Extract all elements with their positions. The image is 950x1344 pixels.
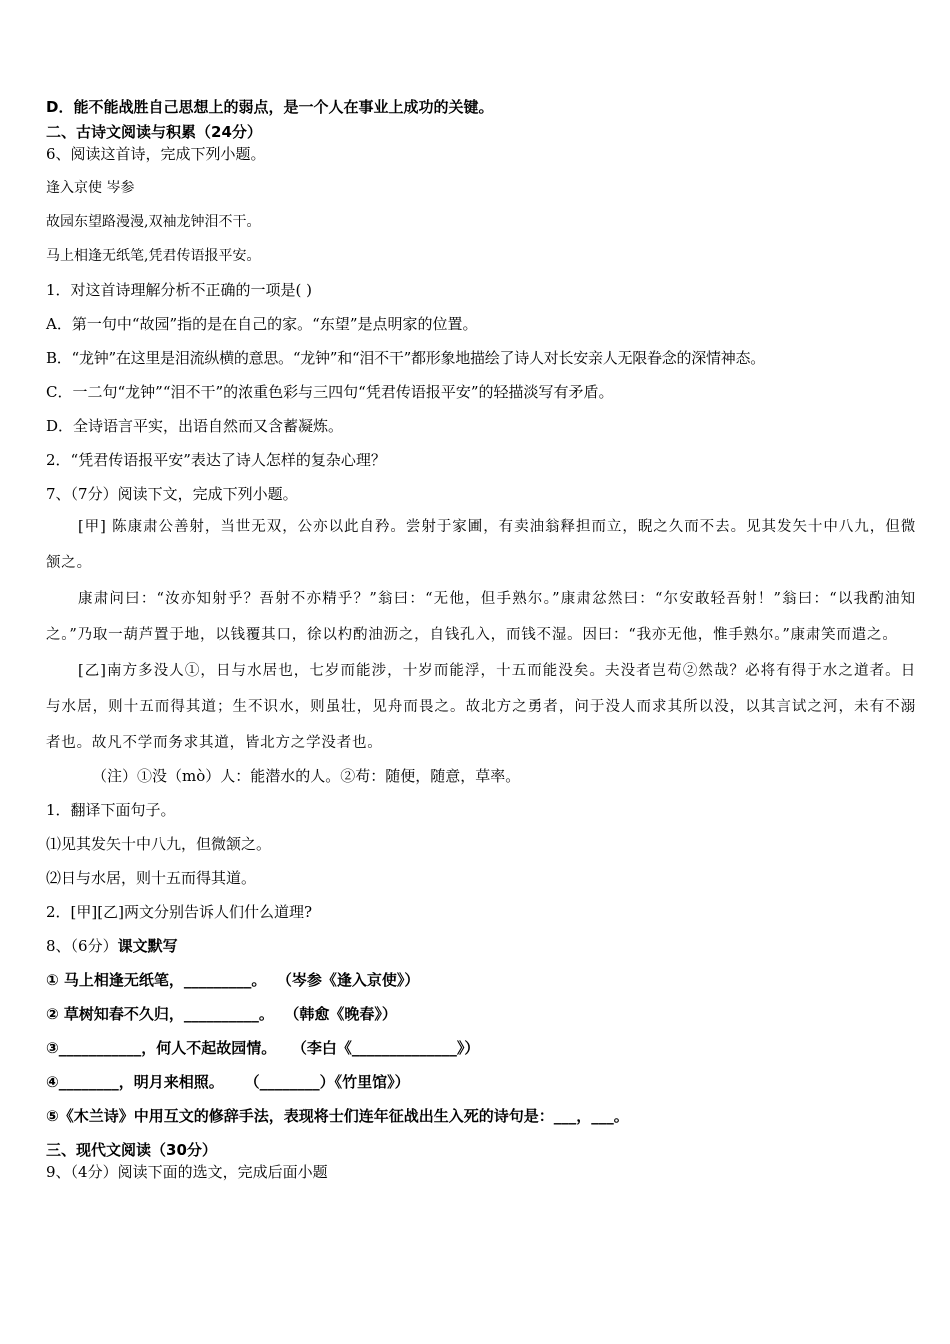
q8-title: 课文默写 xyxy=(117,937,178,955)
q8-heading xyxy=(46,935,916,957)
q5-option-d: D．能不能战胜自己思想上的弱点，是一个人在事业上成功的关键。 xyxy=(46,98,494,116)
q8-item-4: ④________，明月来相照。 （________）《竹里馆》） xyxy=(46,1073,410,1091)
q6-1-option-c: C．一二句“龙钟”“泪不干”的浓重色彩与三四句“凭君传语报平安”的轻描淡写有矛盾。 xyxy=(46,383,614,401)
q6-1: 1．对这首诗理解分析不正确的一项是( ) xyxy=(46,281,313,299)
q6-1-option-d: D．全诗语言平实，出语自然而又含蓄凝炼。 xyxy=(46,417,344,435)
q6-1-option-a: A．第一句中“故园”指的是在自己的家。“东望”是点明家的位置。 xyxy=(46,315,478,333)
document-page xyxy=(46,96,916,1183)
poem-line-2: 马上相逢无纸笔,凭君传语报平安。 xyxy=(46,248,261,264)
q6-1-option-b: B．“龙钟”在这里是泪流纵横的意思。“龙钟”和“泪不干”都形象地描绘了诗人对长安亲人无限眷念的深情神态。 xyxy=(46,349,766,367)
q8-item-2: ② 草树知春不久归，__________。 （韩愈《晚春》） xyxy=(46,1005,397,1023)
q8-prefix: 8、（6分） xyxy=(46,937,118,955)
q7-1-1: ⑴见其发矢十中八九，但微颔之。 xyxy=(46,835,272,853)
q8-item-5: ⑤《木兰诗》中用互文的修辞手法，表现将士们连年征战出生入死的诗句是：___，___。 xyxy=(46,1107,629,1125)
q7-1: 1．翻译下面句子。 xyxy=(46,801,176,819)
q9-intro: 9、（4分）阅读下面的选文，完成后面小题 xyxy=(46,1163,328,1181)
q8-item-3: ③___________，何人不起故园情。 （李白《______________》） xyxy=(46,1039,480,1057)
q7-2: 2．[甲][乙]两文分别告诉人们什么道理? xyxy=(46,903,312,921)
q8-item-1: ① 马上相逢无纸笔，_________。 （岑参《逢入京使》） xyxy=(46,971,420,989)
section-3-title: 三、现代文阅读（30分） xyxy=(46,1141,217,1159)
text-jia-para-2: 康肃问曰：“汝亦知射乎？吾射不亦精乎？”翁曰：“无他，但手熟尔。”康肃忿然曰：“尔安敢轻吾射！”翁曰：“以我酌油知之。”乃取一葫芦置于地，以钱覆其口，徐以杓酌油沥之，自钱孔入，而钱不湿。因曰：“我亦无他，惟手熟尔。”康肃笑而遣之。 xyxy=(46,591,916,643)
text-yi-para: [乙]南方多没人①，日与水居也，七岁而能涉，十岁而能浮，十五而能没矣。夫没者岂苟②然哉？必将有得于水之道者。日与水居，则十五而得其道；生不识水，则虽壮，见舟而畏之。故北方之勇者，问于没人而求其所以没，以其言试之河，未有不溺者也。故凡不学而务求其道，皆北方之学没者也。 xyxy=(46,663,916,751)
annotation-note: （注）①没（mò）人：能潜水的人。②苟：随便，随意，草率。 xyxy=(92,767,521,785)
section-2-title: 二、古诗文阅读与积累（24分） xyxy=(46,123,262,141)
q7-1-2: ⑵日与水居，则十五而得其道。 xyxy=(46,869,257,887)
poem-line-1: 故园东望路漫漫,双袖龙钟泪不干。 xyxy=(46,214,261,230)
poem-title: 逢入京使 岑参 xyxy=(46,180,135,196)
q7-intro: 7、（7分）阅读下文，完成下列小题。 xyxy=(46,485,298,503)
text-jia-para-1: [甲] 陈康肃公善射，当世无双，公亦以此自矜。尝射于家圃，有卖油翁释担而立，睨之久而不去。见其发矢十中八九，但微颔之。 xyxy=(46,519,916,571)
q6-intro: 6、阅读这首诗，完成下列小题。 xyxy=(46,145,266,163)
q6-2: 2．“凭君传语报平安”表达了诗人怎样的复杂心理？ xyxy=(46,451,386,469)
